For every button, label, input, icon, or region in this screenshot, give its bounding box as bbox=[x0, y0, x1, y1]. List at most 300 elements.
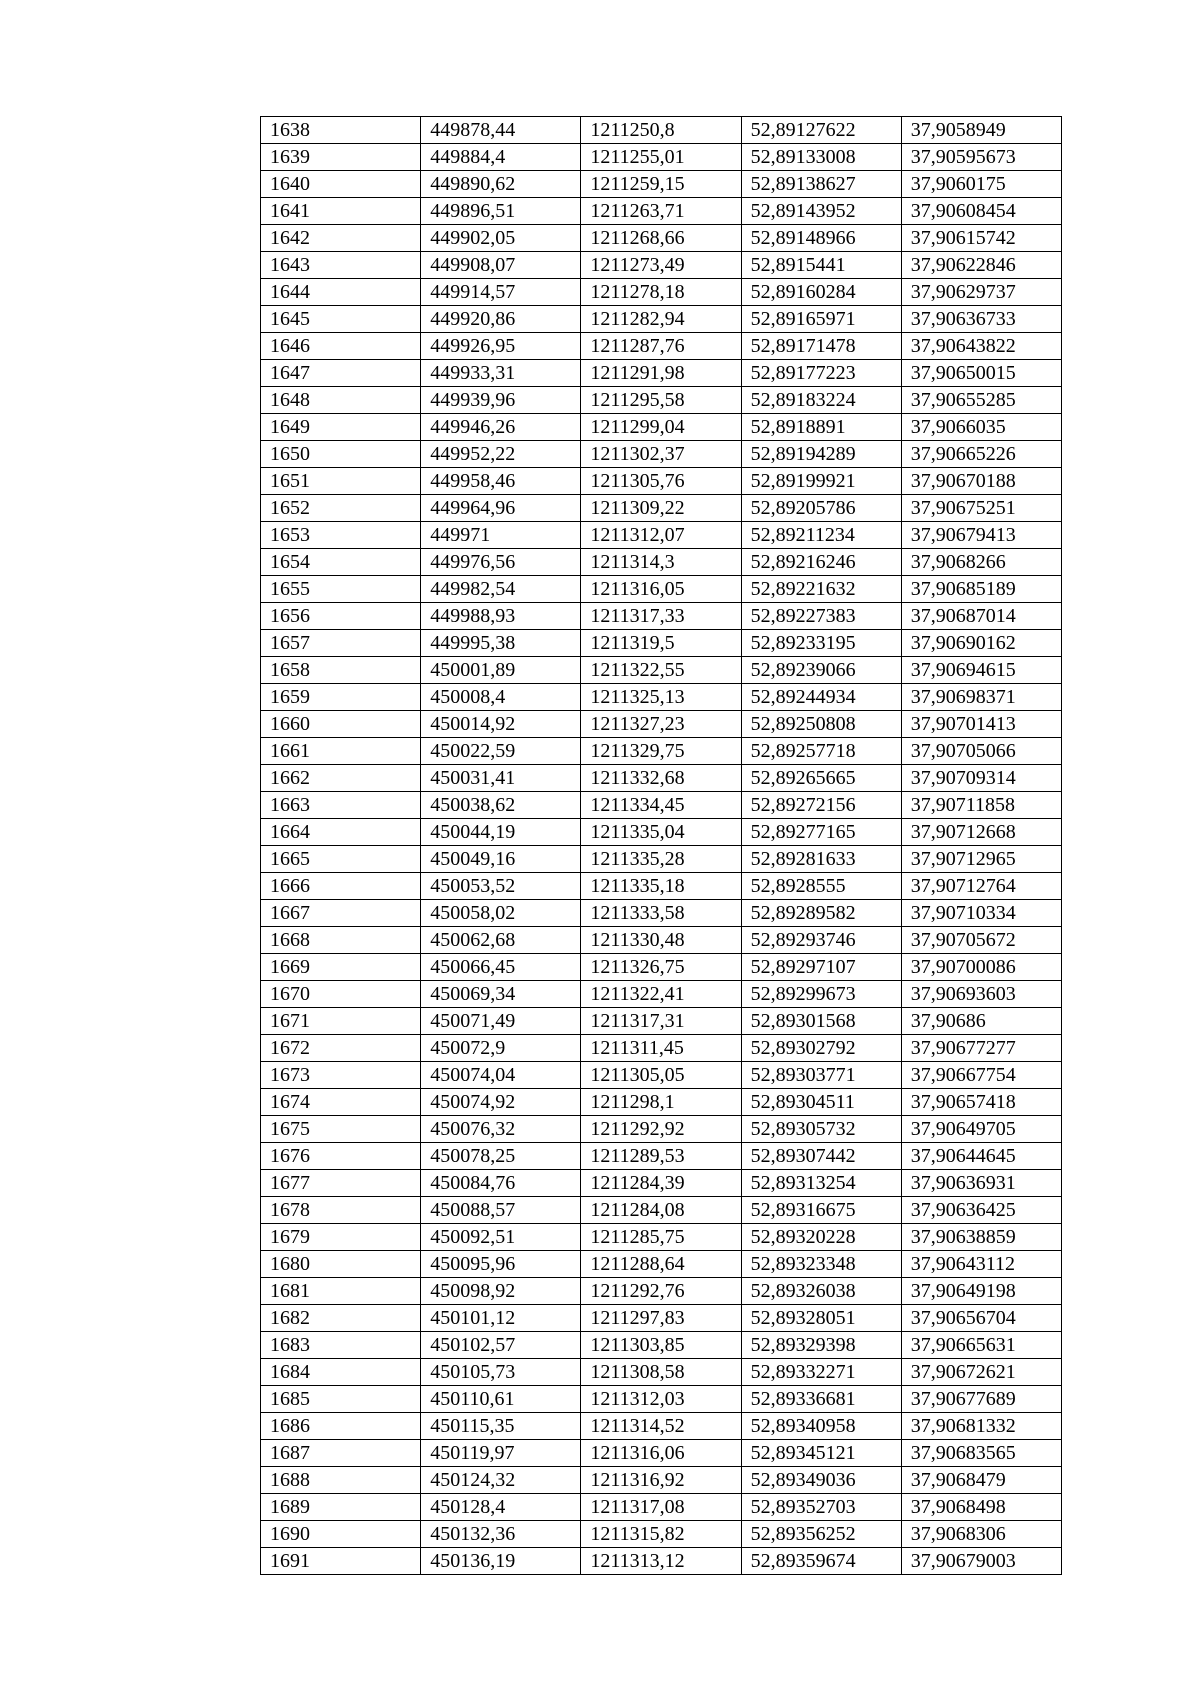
longitude-cell: 37,90650015 bbox=[901, 360, 1061, 387]
latitude-cell: 52,89301568 bbox=[741, 1008, 901, 1035]
point-number-cell: 1667 bbox=[261, 900, 421, 927]
latitude-cell: 52,89233195 bbox=[741, 630, 901, 657]
longitude-cell: 37,9068306 bbox=[901, 1521, 1061, 1548]
longitude-cell: 37,90698371 bbox=[901, 684, 1061, 711]
table-row bbox=[261, 981, 1062, 1008]
longitude-cell: 37,90709314 bbox=[901, 765, 1061, 792]
x-coordinate-cell: 449902,05 bbox=[421, 225, 581, 252]
x-coordinate-cell: 450102,57 bbox=[421, 1332, 581, 1359]
x-coordinate-cell: 450098,92 bbox=[421, 1278, 581, 1305]
y-coordinate-cell: 1211317,31 bbox=[581, 1008, 741, 1035]
point-number-cell: 1659 bbox=[261, 684, 421, 711]
longitude-cell: 37,90687014 bbox=[901, 603, 1061, 630]
x-coordinate-cell: 449988,93 bbox=[421, 603, 581, 630]
y-coordinate-cell: 1211330,48 bbox=[581, 927, 741, 954]
y-coordinate-cell: 1211322,41 bbox=[581, 981, 741, 1008]
table-row bbox=[261, 1305, 1062, 1332]
x-coordinate-cell: 449976,56 bbox=[421, 549, 581, 576]
y-coordinate-cell: 1211322,55 bbox=[581, 657, 741, 684]
latitude-cell: 52,89304511 bbox=[741, 1089, 901, 1116]
y-coordinate-cell: 1211278,18 bbox=[581, 279, 741, 306]
y-coordinate-cell: 1211292,92 bbox=[581, 1116, 741, 1143]
y-coordinate-cell: 1211302,37 bbox=[581, 441, 741, 468]
latitude-cell: 52,89302792 bbox=[741, 1035, 901, 1062]
x-coordinate-cell: 450076,32 bbox=[421, 1116, 581, 1143]
table-row bbox=[261, 927, 1062, 954]
point-number-cell: 1678 bbox=[261, 1197, 421, 1224]
point-number-cell: 1650 bbox=[261, 441, 421, 468]
y-coordinate-cell: 1211332,68 bbox=[581, 765, 741, 792]
table-row bbox=[261, 1170, 1062, 1197]
latitude-cell: 52,89199921 bbox=[741, 468, 901, 495]
latitude-cell: 52,89160284 bbox=[741, 279, 901, 306]
longitude-cell: 37,90712965 bbox=[901, 846, 1061, 873]
table-row bbox=[261, 1386, 1062, 1413]
longitude-cell: 37,90629737 bbox=[901, 279, 1061, 306]
latitude-cell: 52,89293746 bbox=[741, 927, 901, 954]
x-coordinate-cell: 450074,92 bbox=[421, 1089, 581, 1116]
longitude-cell: 37,90679003 bbox=[901, 1548, 1061, 1575]
longitude-cell: 37,9058949 bbox=[901, 117, 1061, 144]
y-coordinate-cell: 1211335,18 bbox=[581, 873, 741, 900]
point-number-cell: 1648 bbox=[261, 387, 421, 414]
x-coordinate-cell: 450044,19 bbox=[421, 819, 581, 846]
x-coordinate-cell: 450001,89 bbox=[421, 657, 581, 684]
latitude-cell: 52,8915441 bbox=[741, 252, 901, 279]
point-number-cell: 1656 bbox=[261, 603, 421, 630]
point-number-cell: 1660 bbox=[261, 711, 421, 738]
y-coordinate-cell: 1211263,71 bbox=[581, 198, 741, 225]
table-row bbox=[261, 819, 1062, 846]
y-coordinate-cell: 1211314,52 bbox=[581, 1413, 741, 1440]
point-number-cell: 1673 bbox=[261, 1062, 421, 1089]
x-coordinate-cell: 450128,4 bbox=[421, 1494, 581, 1521]
longitude-cell: 37,90636425 bbox=[901, 1197, 1061, 1224]
longitude-cell: 37,90636931 bbox=[901, 1170, 1061, 1197]
y-coordinate-cell: 1211288,64 bbox=[581, 1251, 741, 1278]
table-row bbox=[261, 684, 1062, 711]
x-coordinate-cell: 449890,62 bbox=[421, 171, 581, 198]
table-row bbox=[261, 711, 1062, 738]
x-coordinate-cell: 450049,16 bbox=[421, 846, 581, 873]
latitude-cell: 52,89205786 bbox=[741, 495, 901, 522]
longitude-cell: 37,90636733 bbox=[901, 306, 1061, 333]
y-coordinate-cell: 1211289,53 bbox=[581, 1143, 741, 1170]
point-number-cell: 1663 bbox=[261, 792, 421, 819]
longitude-cell: 37,9066035 bbox=[901, 414, 1061, 441]
y-coordinate-cell: 1211303,85 bbox=[581, 1332, 741, 1359]
point-number-cell: 1686 bbox=[261, 1413, 421, 1440]
latitude-cell: 52,89289582 bbox=[741, 900, 901, 927]
latitude-cell: 52,89281633 bbox=[741, 846, 901, 873]
x-coordinate-cell: 450062,68 bbox=[421, 927, 581, 954]
table-row bbox=[261, 1116, 1062, 1143]
table-row bbox=[261, 765, 1062, 792]
x-coordinate-cell: 449884,4 bbox=[421, 144, 581, 171]
longitude-cell: 37,90615742 bbox=[901, 225, 1061, 252]
table-row bbox=[261, 1332, 1062, 1359]
point-number-cell: 1640 bbox=[261, 171, 421, 198]
table-row bbox=[261, 1467, 1062, 1494]
longitude-cell: 37,90677277 bbox=[901, 1035, 1061, 1062]
latitude-cell: 52,89349036 bbox=[741, 1467, 901, 1494]
latitude-cell: 52,89303771 bbox=[741, 1062, 901, 1089]
y-coordinate-cell: 1211284,39 bbox=[581, 1170, 741, 1197]
longitude-cell: 37,90643112 bbox=[901, 1251, 1061, 1278]
y-coordinate-cell: 1211291,98 bbox=[581, 360, 741, 387]
longitude-cell: 37,90622846 bbox=[901, 252, 1061, 279]
y-coordinate-cell: 1211314,3 bbox=[581, 549, 741, 576]
table-row bbox=[261, 792, 1062, 819]
x-coordinate-cell: 449933,31 bbox=[421, 360, 581, 387]
table-row bbox=[261, 1494, 1062, 1521]
longitude-cell: 37,90667754 bbox=[901, 1062, 1061, 1089]
point-number-cell: 1690 bbox=[261, 1521, 421, 1548]
x-coordinate-cell: 449995,38 bbox=[421, 630, 581, 657]
point-number-cell: 1671 bbox=[261, 1008, 421, 1035]
latitude-cell: 52,89127622 bbox=[741, 117, 901, 144]
longitude-cell: 37,90683565 bbox=[901, 1440, 1061, 1467]
longitude-cell: 37,90690162 bbox=[901, 630, 1061, 657]
point-number-cell: 1672 bbox=[261, 1035, 421, 1062]
point-number-cell: 1691 bbox=[261, 1548, 421, 1575]
y-coordinate-cell: 1211317,33 bbox=[581, 603, 741, 630]
x-coordinate-cell: 450066,45 bbox=[421, 954, 581, 981]
point-number-cell: 1682 bbox=[261, 1305, 421, 1332]
point-number-cell: 1654 bbox=[261, 549, 421, 576]
latitude-cell: 52,89211234 bbox=[741, 522, 901, 549]
table-row bbox=[261, 468, 1062, 495]
longitude-cell: 37,90638859 bbox=[901, 1224, 1061, 1251]
y-coordinate-cell: 1211335,28 bbox=[581, 846, 741, 873]
table-row bbox=[261, 387, 1062, 414]
y-coordinate-cell: 1211250,8 bbox=[581, 117, 741, 144]
longitude-cell: 37,90665631 bbox=[901, 1332, 1061, 1359]
x-coordinate-cell: 450115,35 bbox=[421, 1413, 581, 1440]
point-number-cell: 1644 bbox=[261, 279, 421, 306]
latitude-cell: 52,89244934 bbox=[741, 684, 901, 711]
y-coordinate-cell: 1211334,45 bbox=[581, 792, 741, 819]
longitude-cell: 37,90649198 bbox=[901, 1278, 1061, 1305]
longitude-cell: 37,90705066 bbox=[901, 738, 1061, 765]
point-number-cell: 1642 bbox=[261, 225, 421, 252]
x-coordinate-cell: 450038,62 bbox=[421, 792, 581, 819]
point-number-cell: 1645 bbox=[261, 306, 421, 333]
x-coordinate-cell: 450053,52 bbox=[421, 873, 581, 900]
longitude-cell: 37,90670188 bbox=[901, 468, 1061, 495]
latitude-cell: 52,89340958 bbox=[741, 1413, 901, 1440]
point-number-cell: 1653 bbox=[261, 522, 421, 549]
longitude-cell: 37,90701413 bbox=[901, 711, 1061, 738]
point-number-cell: 1674 bbox=[261, 1089, 421, 1116]
point-number-cell: 1641 bbox=[261, 198, 421, 225]
longitude-cell: 37,90657418 bbox=[901, 1089, 1061, 1116]
table-row bbox=[261, 846, 1062, 873]
latitude-cell: 52,89143952 bbox=[741, 198, 901, 225]
y-coordinate-cell: 1211326,75 bbox=[581, 954, 741, 981]
y-coordinate-cell: 1211298,1 bbox=[581, 1089, 741, 1116]
point-number-cell: 1639 bbox=[261, 144, 421, 171]
table-row bbox=[261, 198, 1062, 225]
latitude-cell: 52,89326038 bbox=[741, 1278, 901, 1305]
table-row bbox=[261, 630, 1062, 657]
longitude-cell: 37,90681332 bbox=[901, 1413, 1061, 1440]
latitude-cell: 52,8928555 bbox=[741, 873, 901, 900]
x-coordinate-cell: 450074,04 bbox=[421, 1062, 581, 1089]
longitude-cell: 37,90685189 bbox=[901, 576, 1061, 603]
y-coordinate-cell: 1211319,5 bbox=[581, 630, 741, 657]
latitude-cell: 52,89305732 bbox=[741, 1116, 901, 1143]
table-row bbox=[261, 1035, 1062, 1062]
point-number-cell: 1647 bbox=[261, 360, 421, 387]
x-coordinate-cell: 450072,9 bbox=[421, 1035, 581, 1062]
latitude-cell: 52,89221632 bbox=[741, 576, 901, 603]
point-number-cell: 1675 bbox=[261, 1116, 421, 1143]
y-coordinate-cell: 1211335,04 bbox=[581, 819, 741, 846]
y-coordinate-cell: 1211287,76 bbox=[581, 333, 741, 360]
table-row bbox=[261, 414, 1062, 441]
latitude-cell: 52,89359674 bbox=[741, 1548, 901, 1575]
table-row bbox=[261, 1143, 1062, 1170]
longitude-cell: 37,90679413 bbox=[901, 522, 1061, 549]
x-coordinate-cell: 450132,36 bbox=[421, 1521, 581, 1548]
table-row bbox=[261, 1224, 1062, 1251]
x-coordinate-cell: 449946,26 bbox=[421, 414, 581, 441]
longitude-cell: 37,9068266 bbox=[901, 549, 1061, 576]
latitude-cell: 52,89316675 bbox=[741, 1197, 901, 1224]
longitude-cell: 37,90712668 bbox=[901, 819, 1061, 846]
table-row bbox=[261, 441, 1062, 468]
latitude-cell: 52,89165971 bbox=[741, 306, 901, 333]
y-coordinate-cell: 1211292,76 bbox=[581, 1278, 741, 1305]
x-coordinate-cell: 450101,12 bbox=[421, 1305, 581, 1332]
latitude-cell: 52,89297107 bbox=[741, 954, 901, 981]
x-coordinate-cell: 450069,34 bbox=[421, 981, 581, 1008]
table-row bbox=[261, 252, 1062, 279]
latitude-cell: 52,89307442 bbox=[741, 1143, 901, 1170]
x-coordinate-cell: 450071,49 bbox=[421, 1008, 581, 1035]
latitude-cell: 52,89313254 bbox=[741, 1170, 901, 1197]
point-number-cell: 1662 bbox=[261, 765, 421, 792]
x-coordinate-cell: 449926,95 bbox=[421, 333, 581, 360]
point-number-cell: 1665 bbox=[261, 846, 421, 873]
x-coordinate-cell: 450008,4 bbox=[421, 684, 581, 711]
x-coordinate-cell: 450022,59 bbox=[421, 738, 581, 765]
table-row bbox=[261, 1089, 1062, 1116]
point-number-cell: 1643 bbox=[261, 252, 421, 279]
y-coordinate-cell: 1211259,15 bbox=[581, 171, 741, 198]
x-coordinate-cell: 450078,25 bbox=[421, 1143, 581, 1170]
table-row bbox=[261, 1278, 1062, 1305]
point-number-cell: 1687 bbox=[261, 1440, 421, 1467]
x-coordinate-cell: 449939,96 bbox=[421, 387, 581, 414]
table-row bbox=[261, 954, 1062, 981]
y-coordinate-cell: 1211299,04 bbox=[581, 414, 741, 441]
latitude-cell: 52,89277165 bbox=[741, 819, 901, 846]
y-coordinate-cell: 1211284,08 bbox=[581, 1197, 741, 1224]
x-coordinate-cell: 450095,96 bbox=[421, 1251, 581, 1278]
x-coordinate-cell: 450014,92 bbox=[421, 711, 581, 738]
table-row bbox=[261, 1197, 1062, 1224]
x-coordinate-cell: 449958,46 bbox=[421, 468, 581, 495]
latitude-cell: 52,89332271 bbox=[741, 1359, 901, 1386]
x-coordinate-cell: 450119,97 bbox=[421, 1440, 581, 1467]
point-number-cell: 1689 bbox=[261, 1494, 421, 1521]
y-coordinate-cell: 1211316,92 bbox=[581, 1467, 741, 1494]
point-number-cell: 1655 bbox=[261, 576, 421, 603]
point-number-cell: 1646 bbox=[261, 333, 421, 360]
longitude-cell: 37,90672621 bbox=[901, 1359, 1061, 1386]
longitude-cell: 37,90705672 bbox=[901, 927, 1061, 954]
longitude-cell: 37,90711858 bbox=[901, 792, 1061, 819]
longitude-cell: 37,90643822 bbox=[901, 333, 1061, 360]
latitude-cell: 52,89345121 bbox=[741, 1440, 901, 1467]
point-number-cell: 1658 bbox=[261, 657, 421, 684]
table-row bbox=[261, 1359, 1062, 1386]
longitude-cell: 37,90655285 bbox=[901, 387, 1061, 414]
longitude-cell: 37,90595673 bbox=[901, 144, 1061, 171]
point-number-cell: 1649 bbox=[261, 414, 421, 441]
table-row bbox=[261, 1440, 1062, 1467]
longitude-cell: 37,90665226 bbox=[901, 441, 1061, 468]
point-number-cell: 1681 bbox=[261, 1278, 421, 1305]
x-coordinate-cell: 449920,86 bbox=[421, 306, 581, 333]
latitude-cell: 52,89227383 bbox=[741, 603, 901, 630]
longitude-cell: 37,9068479 bbox=[901, 1467, 1061, 1494]
longitude-cell: 37,90712764 bbox=[901, 873, 1061, 900]
table-row bbox=[261, 603, 1062, 630]
y-coordinate-cell: 1211333,58 bbox=[581, 900, 741, 927]
x-coordinate-cell: 450092,51 bbox=[421, 1224, 581, 1251]
coordinates-table bbox=[260, 116, 1062, 1575]
point-number-cell: 1685 bbox=[261, 1386, 421, 1413]
y-coordinate-cell: 1211309,22 bbox=[581, 495, 741, 522]
longitude-cell: 37,9068498 bbox=[901, 1494, 1061, 1521]
x-coordinate-cell: 450058,02 bbox=[421, 900, 581, 927]
x-coordinate-cell: 450110,61 bbox=[421, 1386, 581, 1413]
point-number-cell: 1676 bbox=[261, 1143, 421, 1170]
y-coordinate-cell: 1211313,12 bbox=[581, 1548, 741, 1575]
table-row bbox=[261, 360, 1062, 387]
table-row bbox=[261, 1521, 1062, 1548]
longitude-cell: 37,90686 bbox=[901, 1008, 1061, 1035]
x-coordinate-cell: 450124,32 bbox=[421, 1467, 581, 1494]
point-number-cell: 1666 bbox=[261, 873, 421, 900]
y-coordinate-cell: 1211305,05 bbox=[581, 1062, 741, 1089]
longitude-cell: 37,90649705 bbox=[901, 1116, 1061, 1143]
point-number-cell: 1680 bbox=[261, 1251, 421, 1278]
latitude-cell: 52,89272156 bbox=[741, 792, 901, 819]
y-coordinate-cell: 1211273,49 bbox=[581, 252, 741, 279]
point-number-cell: 1668 bbox=[261, 927, 421, 954]
latitude-cell: 52,89177223 bbox=[741, 360, 901, 387]
table-row bbox=[261, 117, 1062, 144]
latitude-cell: 52,89329398 bbox=[741, 1332, 901, 1359]
point-number-cell: 1684 bbox=[261, 1359, 421, 1386]
longitude-cell: 37,90693603 bbox=[901, 981, 1061, 1008]
point-number-cell: 1677 bbox=[261, 1170, 421, 1197]
x-coordinate-cell: 450105,73 bbox=[421, 1359, 581, 1386]
table-row bbox=[261, 306, 1062, 333]
x-coordinate-cell: 449964,96 bbox=[421, 495, 581, 522]
latitude-cell: 52,89320228 bbox=[741, 1224, 901, 1251]
y-coordinate-cell: 1211305,76 bbox=[581, 468, 741, 495]
latitude-cell: 52,89328051 bbox=[741, 1305, 901, 1332]
point-number-cell: 1683 bbox=[261, 1332, 421, 1359]
latitude-cell: 52,89336681 bbox=[741, 1386, 901, 1413]
point-number-cell: 1664 bbox=[261, 819, 421, 846]
latitude-cell: 52,89138627 bbox=[741, 171, 901, 198]
y-coordinate-cell: 1211311,45 bbox=[581, 1035, 741, 1062]
point-number-cell: 1657 bbox=[261, 630, 421, 657]
latitude-cell: 52,89356252 bbox=[741, 1521, 901, 1548]
point-number-cell: 1670 bbox=[261, 981, 421, 1008]
latitude-cell: 52,89216246 bbox=[741, 549, 901, 576]
point-number-cell: 1651 bbox=[261, 468, 421, 495]
longitude-cell: 37,90656704 bbox=[901, 1305, 1061, 1332]
table-row bbox=[261, 1251, 1062, 1278]
latitude-cell: 52,89239066 bbox=[741, 657, 901, 684]
y-coordinate-cell: 1211325,13 bbox=[581, 684, 741, 711]
latitude-cell: 52,89265665 bbox=[741, 765, 901, 792]
latitude-cell: 52,89250808 bbox=[741, 711, 901, 738]
point-number-cell: 1652 bbox=[261, 495, 421, 522]
y-coordinate-cell: 1211312,03 bbox=[581, 1386, 741, 1413]
y-coordinate-cell: 1211316,05 bbox=[581, 576, 741, 603]
table-row bbox=[261, 873, 1062, 900]
x-coordinate-cell: 449896,51 bbox=[421, 198, 581, 225]
longitude-cell: 37,90694615 bbox=[901, 657, 1061, 684]
table-row bbox=[261, 171, 1062, 198]
table-row bbox=[261, 1548, 1062, 1575]
x-coordinate-cell: 449878,44 bbox=[421, 117, 581, 144]
coordinates-table-body bbox=[261, 117, 1062, 1575]
y-coordinate-cell: 1211282,94 bbox=[581, 306, 741, 333]
latitude-cell: 52,89171478 bbox=[741, 333, 901, 360]
longitude-cell: 37,90608454 bbox=[901, 198, 1061, 225]
longitude-cell: 37,90677689 bbox=[901, 1386, 1061, 1413]
y-coordinate-cell: 1211312,07 bbox=[581, 522, 741, 549]
x-coordinate-cell: 449982,54 bbox=[421, 576, 581, 603]
latitude-cell: 52,89194289 bbox=[741, 441, 901, 468]
table-row bbox=[261, 333, 1062, 360]
y-coordinate-cell: 1211295,58 bbox=[581, 387, 741, 414]
longitude-cell: 37,90644645 bbox=[901, 1143, 1061, 1170]
point-number-cell: 1638 bbox=[261, 117, 421, 144]
point-number-cell: 1688 bbox=[261, 1467, 421, 1494]
table-row bbox=[261, 900, 1062, 927]
point-number-cell: 1669 bbox=[261, 954, 421, 981]
table-row bbox=[261, 657, 1062, 684]
x-coordinate-cell: 450136,19 bbox=[421, 1548, 581, 1575]
x-coordinate-cell: 449908,07 bbox=[421, 252, 581, 279]
longitude-cell: 37,9060175 bbox=[901, 171, 1061, 198]
table-row bbox=[261, 1413, 1062, 1440]
y-coordinate-cell: 1211315,82 bbox=[581, 1521, 741, 1548]
x-coordinate-cell: 449914,57 bbox=[421, 279, 581, 306]
y-coordinate-cell: 1211317,08 bbox=[581, 1494, 741, 1521]
latitude-cell: 52,89352703 bbox=[741, 1494, 901, 1521]
y-coordinate-cell: 1211297,83 bbox=[581, 1305, 741, 1332]
x-coordinate-cell: 449971 bbox=[421, 522, 581, 549]
table-row bbox=[261, 495, 1062, 522]
point-number-cell: 1661 bbox=[261, 738, 421, 765]
table-row bbox=[261, 576, 1062, 603]
latitude-cell: 52,89299673 bbox=[741, 981, 901, 1008]
longitude-cell: 37,90675251 bbox=[901, 495, 1061, 522]
table-row bbox=[261, 225, 1062, 252]
table-row bbox=[261, 1062, 1062, 1089]
